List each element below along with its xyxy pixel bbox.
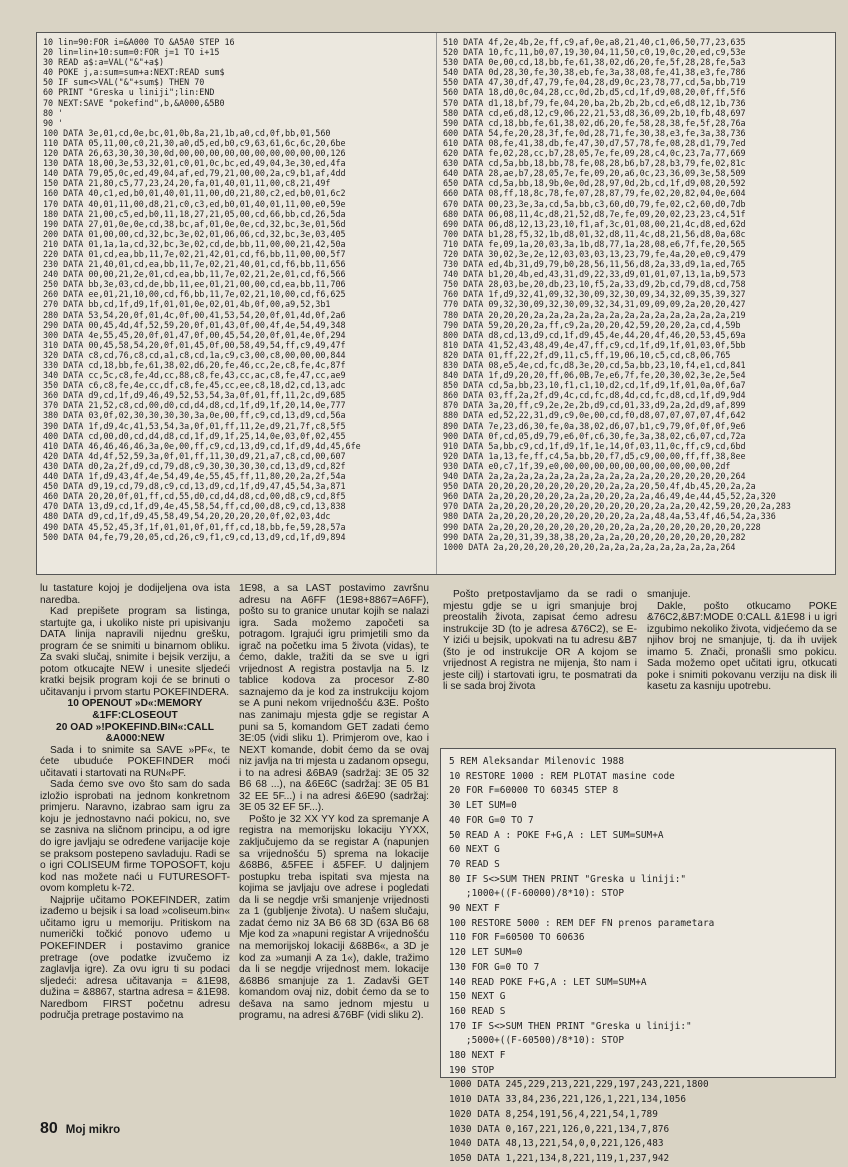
listing-line: 170 DATA 40,01,11,00,d8,21,c0,c3,ed,b0,01,40,01,11,00,e0,59e [43,198,346,209]
listing-line: 790 DATA 59,20,20,2a,ff,c9,2a,20,20,42,59,20,20,2a,cd,4,59b [443,319,741,330]
listing-line: 690 DATA 06,d8,12,13,23,10,f1,af,3c,01,08,00,21,4c,d8,ed,62d [443,218,746,229]
listing-line: 70 NEXT:SAVE "pokefind",b,&A000,&5B0 [43,97,225,108]
listing-line: 20 lin=lin+10:sum=0:FOR j=1 TO i+15 [43,47,220,58]
listing-line: 480 DATA d9,cd,1f,d9,45,58,49,54,20,20,20,20,0f,02,03,4dc [43,511,331,522]
basic-line: 5 REM Aleksandar Milenovic 1988 [449,756,624,767]
listing-line: 100 DATA 3e,01,cd,0e,bc,01,0b,8a,21,1b,a0,cd,0f,bb,01,560 [43,127,331,138]
program-listing-box [36,32,836,575]
listing-line: 50 IF sum<>VAL("&"+sum$) THEN 70 [43,77,205,88]
basic-line: 1020 DATA 8,254,191,56,4,221,54,1,789 [449,1108,658,1120]
listing-line: 160 DATA 40,c1,ed,b0,01,40,01,11,00,d0,21,80,c2,ed,b0,01,6c2 [43,188,346,199]
listing-line: 740 DATA b1,20,4b,ed,43,31,d9,22,33,d9,01,01,07,13,1a,b9,573 [443,269,746,280]
listing-line: 180 DATA 21,00,c5,ed,b0,11,18,27,21,05,00,cd,66,bb,cd,26,5da [43,208,346,219]
basic-line: 40 FOR G=0 TO 7 [449,814,534,826]
article-paragraph: Dakle, pošto otkucamo POKE &76C2,&B7:MODE 0:CALL &1E98 i u igri izgubimo nekoliko života, vidjećemo da se njihov broj ne smanjuje, tj. da ih uvijek imamo 5. Znači, pronašli smo pokicu. Sada možemo opet učitati igru, otkucati poke i snimiti pokovanu verziju na disk ili kasetu za kasniju upotrebu. [647,600,837,693]
listing-line: 520 DATA 10,fc,11,b0,07,19,30,04,11,50,c0,19,0c,20,ed,c9,53e [443,47,746,58]
listing-line: 710 DATA fe,09,1a,20,03,3a,1b,d8,77,1a,28,08,e6,7f,fe,20,565 [443,238,746,249]
basic-line: ;5000+((F-60500)/8*10): STOP [449,1035,624,1047]
listing-line: 610 DATA 08,fe,41,38,db,fe,47,30,d7,57,78,fe,08,28,d1,79,7ed [443,137,746,148]
listing-line: 310 DATA 00,45,58,54,20,0f,01,45,0f,00,58,49,54,ff,c9,49,47f [43,339,346,350]
listing-line: 840 DATA 1f,d9,20,20,ff,06,0B,7e,e6,7f,fe,20,30,02,3e,2e,5e4 [443,370,746,381]
basic-line: 60 NEXT G [449,844,500,856]
page-footer [40,1120,120,1138]
listing-line: 770 DATA 09,32,30,09,32,30,09,32,34,31,09,09,09,2a,20,20,427 [443,299,746,310]
article-paragraph: Pošto pretpostavljamo da se radi o mjestu gdje se u igri smanjuje broj preostalih života, zapisat ćemo adresu instrukcije 3D (to je adresa &76C2), se E-Y izići u bejsik, upokvati na tu adresu &B7 (što je od instrukcije OR A kojom se vrijednost A registra ne mijenja, što nam i jeste cilj) i startovati igru, te posmatrati da li se sada broj života [443,589,637,693]
listing-line: 320 DATA c8,cd,76,c8,cd,a1,c8,cd,1a,c9,c3,00,c8,00,00,00,844 [43,349,346,360]
basic-line: 30 LET SUM=0 [449,800,517,812]
listing-line: 930 DATA e0,c7,1f,39,e0,00,00,00,00,00,00,00,00,00,00,2df [443,460,731,471]
listing-line: 820 DATA 01,ff,22,2f,d9,11,c5,ff,19,06,10,c5,cd,c8,06,765 [443,349,731,360]
listing-line: 450 DATA d9,19,cd,79,d8,c9,cd,13,d9,cd,1f,d9,47,45,54,3a,871 [43,481,346,492]
listing-line: 190 DATA 27,01,0e,0e,cd,38,bc,af,01,0e,0e,cd,32,bc,3e,01,56d [43,218,346,229]
basic-line: 50 READ A : POKE F+G,A : LET SUM=SUM+A [449,829,664,841]
basic-line: 20 FOR F=60000 TO 60345 STEP 8 [449,785,619,797]
listing-line: 220 DATA 01,cd,ea,bb,11,7e,02,21,42,01,cd,f6,bb,11,00,00,5f7 [43,248,346,259]
listing-line: 250 DATA bb,3e,03,cd,de,bb,11,ee,01,21,00,00,cd,ea,bb,11,706 [43,279,346,290]
listing-line: 210 DATA 01,1a,1a,cd,32,bc,3e,02,cd,de,bb,11,00,00,21,42,50a [43,238,346,249]
basic-line: 110 FOR F=60500 TO 60636 [449,932,585,944]
listing-line: 260 DATA ee,01,21,10,00,cd,f6,bb,11,7e,02,21,10,00,cd,f6,625 [43,289,346,300]
listing-line: 920 DATA 1a,13,fe,ff,c4,5a,bb,20,f7,d5,c9,00,00,ff,ff,38,8ee [443,450,746,461]
article-paragraph: 1E98, a sa LAST postavimo završnu adresu na A6FF (1E98+8867=A6FF), pošto su to granice unutar kojih se nalazi igra. Sada možemo započeti sa potragom. Igrajući igru primjetili smo da igrač na početku ima 5 života (vidas), te ćemo, dakle, tražiti da se sve u igri vrijednost A registra postavlja na 5. Iz tablice kodova za procesor Z-80 saznajemo da je kod za instrukciju kojom se A puni nekom vrijednošću &3E. Pošto nas zanimaju mjesta gdje se registar A puni sa 5, komandom GET zadati ćemo 3E:05 (vidi sliku 1). Primjerom ove, kao i NEXT komande, dobit ćemo da se ovaj niz javlja na tri mjesta u zadanom opsegu, i to na adresi &6BA9 (sadržaj: 3E 05 32 B6 68 ...), na &6E6C (sadržaj: 3E 05 B1 32 EE 5F...) i na adresi &6E90 (sadržaj: 3E 05 32 EF 5F...). [239,583,429,814]
listing-line: 870 DATA 3a,20,ff,c9,2e,2e,2b,d9,cd,01,33,d9,2a,2d,d9,af,899 [443,400,746,411]
basic-line: 1000 DATA 245,229,213,221,229,197,243,221,1800 [449,1079,709,1091]
listing-line: 460 DATA 20,20,0f,01,ff,cd,55,d0,cd,d4,d8,cd,00,d8,c9,cd,8f5 [43,491,346,502]
basic-line: 10 RESTORE 1000 : REM PLOTAT masine code [449,770,675,782]
listing-line: 80 ' [43,107,64,118]
basic-line: 120 LET SUM=0 [449,947,523,959]
basic-line: 80 IF S<>SUM THEN PRINT "Greska u liniji:" [449,873,687,885]
basic-line: 170 IF S<>SUM THEN PRINT "Greska u liniji:" [449,1020,692,1032]
listing-line: 570 DATA d1,18,bf,79,fe,04,20,ba,2b,2b,2b,cd,e6,d8,12,1b,736 [443,97,746,108]
listing-line: 650 DATA cd,5a,bb,18,9b,0e,0d,28,97,0d,2b,cd,1f,d9,08,20,592 [443,178,746,189]
basic-listing-box [440,748,836,1164]
listing-line: 530 DATA 0e,00,cd,18,bb,fe,61,38,02,d6,20,fe,5f,28,28,fe,5a3 [443,57,746,68]
article-paragraph: 10 OPENOUT »D«:MEMORY &1FF:CLOSEOUT [67,698,203,722]
listing-line: 640 DATA 28,ae,b7,28,05,7e,fe,09,20,a6,0c,23,36,09,3e,58,509 [443,168,746,179]
listing-line: 760 DATA 1f,d9,32,41,09,32,30,09,32,30,09,34,32,09,35,39,327 [443,289,746,300]
listing-line: 950 DATA 20,20,20,20,20,20,20,20,2a,2a,20,50,4f,4b,45,20,2a,2a [443,481,756,492]
listing-line: 780 DATA 20,20,20,2a,2a,2a,2a,2a,2a,2a,2a,2a,2a,2a,2a,2a,219 [443,309,746,320]
listing-line: 590 DATA cd,18,bb,fe,61,38,02,d6,20,fe,58,28,38,fe,5f,28,76a [443,117,746,128]
listing-line: 800 DATA d8,cd,13,d9,cd,1f,d9,45,4e,44,20,4f,46,20,53,45,69a [443,329,746,340]
listing-line: 810 DATA 41,52,43,48,49,4e,47,ff,c9,cd,1f,d9,1f,01,03,0f,5bb [443,339,746,350]
basic-line: 90 NEXT F [449,903,500,915]
listing-line: 110 DATA 05,11,00,c0,21,30,a0,d5,ed,b0,c9,63,61,6c,6c,20,6be [43,137,346,148]
listing-line: 750 DATA 28,03,be,20,db,23,10,f5,2a,33,d9,2b,cd,79,d8,cd,758 [443,279,746,290]
listing-line: 230 DATA 21,40,01,cd,ea,bb,11,7e,02,21,40,01,cd,f6,bb,11,656 [43,259,346,270]
basic-line: 190 STOP [449,1064,495,1076]
article-column-2 [239,583,429,1022]
basic-line: 70 READ S [449,858,500,870]
listing-line: 860 DATA 03,ff,2a,2f,d9,4c,cd,fc,d8,4d,cd,fc,d8,cd,1f,d9,9d4 [443,390,746,401]
article-column-4 [647,589,837,693]
listing-line: 340 DATA cc,5c,c8,fe,4d,cc,88,c8,fe,43,cc,ac,c8,fe,47,cc,ae9 [43,370,346,381]
listing-line: 430 DATA d0,2a,2f,d9,cd,79,d8,c9,30,30,30,30,cd,13,d9,cd,82f [43,460,346,471]
listing-line: 300 DATA 4e,55,45,20,0f,01,47,0f,00,45,54,20,0f,01,4e,0f,294 [43,329,346,340]
listing-line: 900 DATA 0f,cd,05,d9,79,e6,0f,c6,30,fe,3a,38,02,c6,07,cd,72a [443,430,746,441]
listing-line: 330 DATA cd,18,bb,fe,61,38,02,d6,20,fe,46,cc,2e,c8,fe,4c,87f [43,360,346,370]
listing-line: 470 DATA 13,d9,cd,1f,d9,4e,45,58,54,ff,cd,00,d8,c9,cd,13,838 [43,501,346,512]
listing-line: 550 DATA 47,30,df,47,79,fe,04,28,d9,0c,23,78,77,cd,5a,bb,719 [443,77,746,88]
listing-line: 120 DATA 26,63,30,30,30,0d,00,00,00,00,00,00,00,00,00,00,126 [43,148,346,159]
listing-line: 150 DATA 21,80,c5,77,23,24,20,fa,01,40,01,11,00,c8,21,49f [43,178,331,189]
listing-line: 380 DATA 03,0f,02,30,30,30,30,3a,0e,00,ff,c9,cd,13,d9,cd,56a [43,410,346,421]
listing-line: 600 DATA 54,fe,20,28,3f,fe,0d,28,71,fe,30,38,e3,fe,3a,38,736 [443,127,746,138]
listing-line: 540 DATA 0d,28,30,fe,30,38,eb,fe,3a,38,08,fe,41,38,e3,fe,786 [443,67,746,78]
basic-line: ;1000+((F-60000)/8*10): STOP [449,888,624,900]
article-paragraph: Sada i to snimite sa SAVE »PF«, te ćete ubuduće POKEFINDER moći učitavati i startovati na RUN«PF. [40,744,230,779]
listing-line: 910 DATA 5a,bb,c9,cd,1f,d9,1f,1e,14,0f,03,11,0c,ff,c9,cd,6bd [443,440,746,451]
listing-line: 960 DATA 2a,20,20,20,20,2a,2a,20,20,2a,2a,46,49,4e,44,45,52,2a,320 [443,491,776,502]
article-column-3 [443,589,637,693]
article-paragraph: Najprije učitamo POKEFINDER, zatim izađemo u bejsik i sa load »coliseum.bin« učitamo igru u memoriju. Pritiskom na numerički točkić ponovo uđemo u POKEFINDER i postavimo granice pretrage (ove podatke izvučemo iz zaglavlja igre). Za ovu igru ti su podaci sljedeći: adresa učitavanja = &1E98, dužina = &8867, startna adresa = &1E98. Naredbom FIRST početnu adresu područja pretrage postavimo na [40,894,230,1022]
listing-line: 990 DATA 2a,20,20,20,20,20,20,20,20,2a,2a,20,20,20,20,20,20,228 [443,521,761,532]
listing-line: 720 DATA 30,02,3e,2e,12,03,03,03,13,23,79,fe,4a,20,e0,c9,479 [443,248,746,259]
basic-line: 1040 DATA 48,13,221,54,0,0,221,126,483 [449,1138,664,1150]
basic-line: 1030 DATA 0,167,221,126,0,221,134,7,876 [449,1123,670,1135]
article-paragraph: Pošto je 32 XX YY kod za spremanje A registra na memorijsku lokaciju YYXX, zaključujemo da se registar A (napunjen sa vrijednošću 5) sprema na lokacije &68B6, &5FEE i &5FEF. U daljnjem postupku treba ispitati sva mjesta na kojima se javljaju ove adrese i pogledati da li se negdje vrši smanjenje vrijednosti za 1 (gubljenje života). U našem slučaju, zadat ćemo niz 3A B6 68 3D (63A B6 68 Mje kod za »napuni registar A vrijednošću na memorijskoj lokaciji &68B6«, a 3D je kod za »umanji A za 1«), dakle, tražimo da li se negdje vrijednost mem. lokacije &68B6 smanjuje za 1. Zadavši GET komandom ovaj niz, dobit ćemo da se to dešava na samo jednom mjestu u programu, na adresi &76BF (vidi sliku 2). [239,813,429,1022]
basic-line: 160 READ S [449,1005,506,1017]
listing-line: 40 POKE j,a:sum=sum+a:NEXT:READ sum$ [43,67,225,78]
listing-line: 700 DATA b1,28,f5,32,1b,d8,01,32,d8,11,4c,d8,21,56,d8,0a,68c [443,228,746,239]
listing-line: 410 DATA 46,46,46,46,3a,0e,00,ff,c9,cd,13,d9,cd,1f,d9,4d,45,6fe [43,440,361,451]
listing-line: 400 DATA cd,00,d0,cd,d4,d8,cd,1f,d9,1f,25,14,0e,03,0f,02,455 [43,430,346,441]
listing-line: 490 DATA 45,52,45,3f,1f,01,01,0f,01,ff,cd,18,bb,fe,59,28,57a [43,521,346,532]
basic-line: 140 READ POKE F+G,A : LET SUM=SUM+A [449,976,647,988]
listing-line: 30 READ a$:a=VAL("&"+a$) [43,57,165,68]
listing-line: 390 DATA 1f,d9,4c,41,53,54,3a,0f,01,ff,11,2e,d9,21,7f,c8,5f5 [43,420,346,431]
page-number: 80 [40,1120,58,1137]
listing-line: 290 DATA 00,45,4d,4f,52,59,20,0f,01,43,0f,00,4f,4e,54,49,348 [43,319,346,330]
listing-line: 60 PRINT "Greska u liniji";lin:END [43,87,215,98]
listing-line: 670 DATA 00,23,3e,3a,cd,5a,bb,c3,60,d0,79,fe,02,c2,60,d0,7db [443,198,746,209]
listing-line: 130 DATA 18,00,3e,53,32,01,c0,01,0c,bc,ed,49,04,3e,30,ed,4fa [43,158,346,169]
listing-line: 940 DATA 2a,2a,2a,2a,2a,2a,2a,2a,2a,2a,2a,20,20,20,20,20,264 [443,471,746,482]
article-column-1 [40,583,230,1022]
listing-line: 630 DATA cd,5a,bb,18,bb,78,fe,08,28,b6,b7,28,b3,79,fe,02,81c [443,158,746,169]
listing-line: 420 DATA 4d,4f,52,59,3a,0f,01,ff,11,30,d9,21,a7,c8,cd,00,607 [43,450,346,461]
basic-line: 130 FOR G=0 TO 7 [449,961,540,973]
listing-line: 510 DATA 4f,2e,4b,2e,ff,c9,af,0e,a8,21,40,c1,06,50,77,23,635 [443,37,746,47]
listing-line: 200 DATA 01,00,00,cd,32,bc,3e,02,01,06,06,cd,32,bc,3e,03,405 [43,228,346,239]
article-paragraph: lu tastature kojoj je dodijeljena ova ista naredba. [40,583,230,606]
listing-line: 970 DATA 2a,20,20,20,20,20,20,20,20,20,20,2a,2a,20,42,59,20,20,2a,283 [443,501,791,512]
listing-line: 360 DATA d9,cd,1f,d9,46,49,52,53,54,3a,0f,01,ff,11,2c,d9,685 [43,390,346,401]
basic-line: 180 NEXT F [449,1050,506,1062]
listing-line: 500 DATA 04,fe,79,20,05,cd,26,c9,f1,c9,cd,13,d9,cd,1f,d9,894 [43,531,346,542]
listing-line: 240 DATA 00,00,21,2e,01,cd,ea,bb,11,7e,02,21,2e,01,cd,f6,566 [43,269,346,280]
listing-line: 580 DATA cd,e6,d8,12,c9,06,22,21,53,d8,36,09,2b,10,fb,48,697 [443,107,746,118]
listing-line: 880 DATA ed,52,22,31,d9,c9,0e,00,cd,f0,d8,07,07,07,07,4f,642 [443,410,746,421]
listing-column-left [37,33,437,574]
basic-line: 1050 DATA 1,221,134,8,221,119,1,237,942 [449,1152,670,1164]
listing-line: 830 DATA 08,e5,4e,cd,fc,d8,3e,20,cd,5a,bb,23,10,f4,e1,cd,841 [443,360,746,370]
basic-line: 1010 DATA 33,84,236,221,126,1,221,134,1056 [449,1094,687,1106]
listing-line: 620 DATA fe,02,28,cc,b7,28,05,7e,fe,09,28,c4,0c,23,7a,77,669 [443,148,746,159]
listing-line: 280 DATA 53,54,20,0f,01,4c,0f,00,41,53,54,20,0f,01,4d,0f,2a6 [43,309,346,320]
article-paragraph: Sada ćemo sve ovo što sam do sada izložio isprobati na jednom konkretnom primjeru. Naravno, izabrao sam igru za koju je jednostavno naći pokicu, no, sve se zasniva na sličnom principu, a od igre do igre javljaju se određene varijacije koje se praksom postepeno savladuju. Radi se o igri COLISEUM firme TOPOSOFT, koju kod nas možete naći u FUTURESOFT-ovom kompletu k-72. [40,779,230,895]
listing-column-right [437,33,835,574]
listing-line: 270 DATA bb,cd,1f,d9,1f,01,01,0e,02,01,4b,0f,00,a9,52,3b1 [43,299,331,310]
basic-line: 100 RESTORE 5000 : REM DEF FN prenos parametara [449,917,715,929]
listing-line: 140 DATA 79,05,0c,ed,49,04,af,ed,79,21,00,00,2a,c9,b1,af,4dd [43,168,346,179]
listing-line: 370 DATA 21,52,c8,cd,00,d0,cd,d4,d8,cd,1f,d9,1f,20,14,0e,777 [43,400,346,411]
listing-line: 730 DATA ed,4b,31,d9,79,b0,28,56,11,56,d8,2a,33,d9,1a,ed,765 [443,259,746,270]
magazine-name: Moj mikro [65,1124,121,1136]
listing-line: 1000 DATA 2a,20,20,20,20,20,20,2a,2a,2a,2a,2a,2a,2a,2a,264 [443,541,736,552]
listing-line: 850 DATA cd,5a,bb,23,10,f1,c1,10,d2,cd,1f,d9,1f,01,0a,0f,6a7 [443,380,746,391]
listing-line: 680 DATA 06,08,11,4c,d8,21,52,d8,7e,fe,09,20,02,23,23,c4,51f [443,208,746,219]
listing-line: 560 DATA 18,d0,0c,04,28,cc,0d,2b,d5,cd,1f,d9,08,20,0f,ff,5f6 [443,87,746,98]
listing-line: 890 DATA 7e,23,d6,30,fe,0a,38,02,d6,07,b1,c9,79,0f,0f,0f,9e6 [443,420,746,431]
listing-line: 440 DATA 1f,d9,43,4f,4e,54,49,4e,55,45,ff,11,80,20,2a,2f,54a [43,471,346,482]
listing-line: 980 DATA 2a,20,20,20,20,20,20,20,20,2a,2a,48,4a,53,4f,46,54,2a,336 [443,511,776,522]
listing-line: 10 lin=90:FOR i=&A000 TO &A5A0 STEP 16 [43,37,235,47]
article-paragraph: smanjuje. [647,589,691,600]
article-paragraph: Kad prepišete program sa listinga, startujte ga, i ukoliko niste pri upisivanju DATA linija napravili nijednu grešku, program će se snimiti u binarnom obliku. Za svaki slučaj, snimite i bejsik verziju, a potom otkucajte NEW i unesite sljedeći kratki bejsik program koji će se brinuti o učitavanju i prvom startu POKEFINDERA. [40,606,230,698]
listing-line: 660 DATA 08,ff,18,8c,78,fe,07,28,87,79,fe,02,20,82,04,0e,604 [443,188,746,199]
listing-line: 350 DATA c6,c8,fe,4e,cc,df,c8,fe,45,cc,ee,c8,18,d2,cd,13,adc [43,380,346,391]
listing-line: 990 DATA 2a,20,31,39,38,38,20,2a,2a,20,20,20,20,20,20,20,282 [443,531,746,542]
basic-line: 150 NEXT G [449,991,506,1003]
article-paragraph: 20 OAD »!POKEFIND.BIN«:CALL &A000:NEW [56,721,214,745]
listing-line: 90 ' [43,117,64,128]
